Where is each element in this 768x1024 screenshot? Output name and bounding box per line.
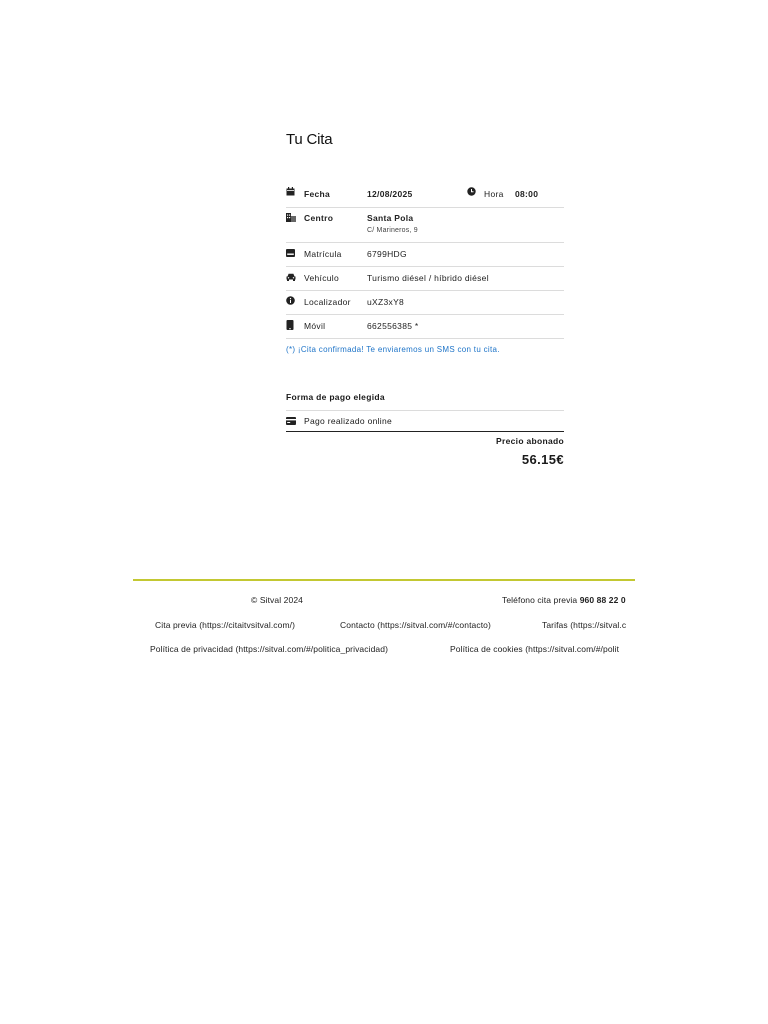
row-movil (286, 315, 564, 339)
confirmation-note: (*) ¡Cita confirmada! Te enviaremos un SMS con tu cita. (286, 345, 500, 354)
page-title: Tu Cita (286, 131, 333, 148)
license-plate-icon (286, 249, 296, 259)
row-matricula (286, 243, 564, 267)
footer-copyright: © Sitval 2024 (251, 595, 303, 605)
price-value: 56.15€ (521, 452, 564, 467)
movil-label: Móvil (304, 321, 326, 331)
matricula-label: Matrícula (304, 249, 342, 259)
price-label: Precio abonado (496, 436, 564, 446)
footer-link-tarifas[interactable]: Tarifas (https://sitval.c (542, 620, 627, 630)
footer-phone-label: Teléfono cita previa (502, 595, 578, 605)
clock-icon (467, 187, 477, 197)
footer (133, 585, 636, 665)
fecha-label: Fecha (304, 189, 331, 199)
fecha-value: 12/08/2025 (367, 189, 413, 199)
row-centro (286, 208, 564, 243)
row-vehiculo (286, 267, 564, 291)
matricula-value: 6799HDG (367, 249, 407, 259)
localizador-label: Localizador (304, 297, 351, 307)
footer-phone-number: 960 88 22 0 (579, 595, 626, 605)
footer-divider (133, 579, 635, 581)
payment-row (286, 410, 564, 432)
footer-link-cita-previa[interactable]: Cita previa (https://citaitvsitval.com/) (155, 620, 296, 630)
footer-link-cookies[interactable]: Política de cookies (https://sitval.com/#/polit (450, 644, 620, 654)
building-icon (286, 213, 296, 223)
credit-card-icon (286, 417, 296, 427)
phone-icon (286, 320, 296, 330)
vehiculo-value: Turismo diésel / híbrido diésel (367, 273, 489, 283)
centro-address: C/ Marineros, 9 (367, 227, 418, 234)
row-fecha (286, 184, 564, 208)
info-icon (286, 296, 296, 306)
car-icon (286, 273, 296, 283)
payment-title: Forma de pago elegida (286, 392, 385, 402)
vehiculo-label: Vehículo (304, 273, 340, 283)
hora-value: 08:00 (515, 189, 539, 199)
localizador-value: uXZ3xY8 (367, 297, 405, 307)
calendar-icon (286, 187, 296, 197)
footer-link-privacidad[interactable]: Política de privacidad (https://sitval.com/#/politica_privacidad) (150, 644, 388, 654)
movil-value: 662556385 * (367, 321, 419, 331)
hora-label: Hora (484, 189, 504, 199)
footer-phone[interactable] (502, 595, 626, 605)
centro-label: Centro (304, 213, 334, 223)
payment-method: Pago realizado online (304, 416, 393, 426)
footer-link-contacto[interactable]: Contacto (https://sitval.com/#/contacto) (340, 620, 491, 630)
centro-value: Santa Pola (367, 213, 414, 223)
row-localizador (286, 291, 564, 315)
